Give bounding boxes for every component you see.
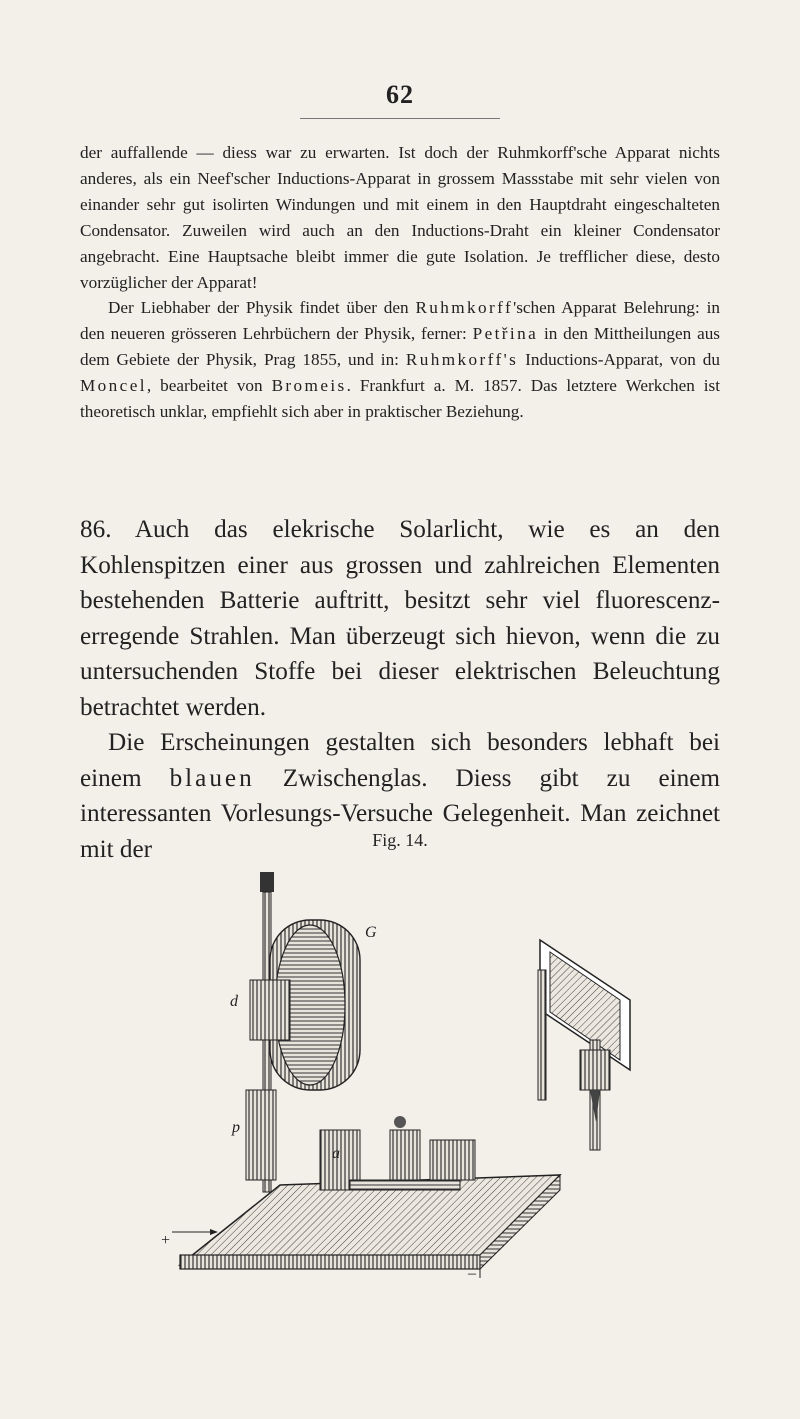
label-p: p bbox=[232, 1119, 240, 1136]
page-number: 62 bbox=[386, 80, 414, 109]
label-minus: – bbox=[468, 1265, 476, 1280]
label-plus: + bbox=[160, 1232, 171, 1249]
p4-text-c: Zwischenglas. Diess gibt zu einem interessanten Vorlesungs-Versuche Gelegenheit. Man zeichnet mit der bbox=[80, 764, 721, 863]
header-rule bbox=[300, 118, 500, 119]
p2-text-i: , bearbeitet von bbox=[146, 376, 272, 396]
figure-apparatus bbox=[160, 860, 660, 1280]
p2-name-ruhmkorff: Ruhmkorff bbox=[415, 298, 514, 318]
p4-word-blauen: blauen bbox=[169, 764, 255, 792]
p2-text-g: Inductions-Apparat, von du bbox=[518, 350, 720, 370]
p2-text-c: 'schen Apparat Belehrung: in den neueren grösseren Lehrbüchern der Physik, ferner: bbox=[80, 298, 720, 344]
p2-name-moncel: Moncel bbox=[80, 376, 147, 396]
label-g: G bbox=[365, 924, 377, 941]
p2-name-ruhmkorffs: Ruhmkorff's bbox=[405, 350, 519, 370]
p2-name-petrina: Petřina bbox=[472, 324, 539, 344]
glass-frame-apparatus bbox=[538, 940, 630, 1150]
paragraph-1: der auffallende — diess war zu erwarten. Ist doch der Ruhmkorff'sche Apparat nichts anderes, als ein Neef'scher Inductions-Apparat in grossem Massstabe mit sehr vielen von einander sehr gut isolirten Windungen und mit einem in den Hauptdraht eingeschalteten Condensator. Zuweilen wird auch an den Inductions-Draht ein kleiner Condensator angebracht. Eine Hauptsache bleibt immer die gute Isolation. Je trefflicher diese, desto vorzüglicher der Apparat! bbox=[80, 143, 720, 292]
paragraph-3: 86. Auch das elekrische Solarlicht, wie es an den Kohlenspitzen einer aus grossen und zahlreichen Elementen bestehenden Batterie auftritt, besitzt sehr viel fluorescenz-erregende Strahlen. Man überzeugt sich hievon, wenn die zu untersuchenden Stoffe bei dieser elektrischen Beleuchtung betrachtet werden. bbox=[80, 516, 720, 721]
p2-text-e: in den Mittheilungen aus dem Gebiete der Physik, Prag 1855, und in: bbox=[80, 324, 720, 370]
p2-name-bromeis: Bromeis bbox=[271, 376, 347, 396]
coil-apparatus bbox=[246, 872, 475, 1192]
p4-text-a: Die Erscheinungen gestalten sich besonders lebhaft bei einem bbox=[80, 729, 720, 792]
body-text bbox=[80, 140, 720, 425]
apparatus-illustration bbox=[160, 860, 660, 1280]
large-text bbox=[80, 512, 720, 867]
p2-text-k: . Frankfurt a. M. 1857. Das letztere Werkchen ist theoretisch unklar, empfiehlt sich aber in praktischer Beziehung. bbox=[80, 376, 720, 422]
p2-text-a: Der Liebhaber der Physik findet über den bbox=[108, 298, 416, 318]
figure-caption: Fig. 14. bbox=[372, 830, 428, 850]
label-d: d bbox=[230, 993, 238, 1010]
paragraph-2 bbox=[80, 295, 720, 425]
label-a: a bbox=[332, 1145, 340, 1162]
